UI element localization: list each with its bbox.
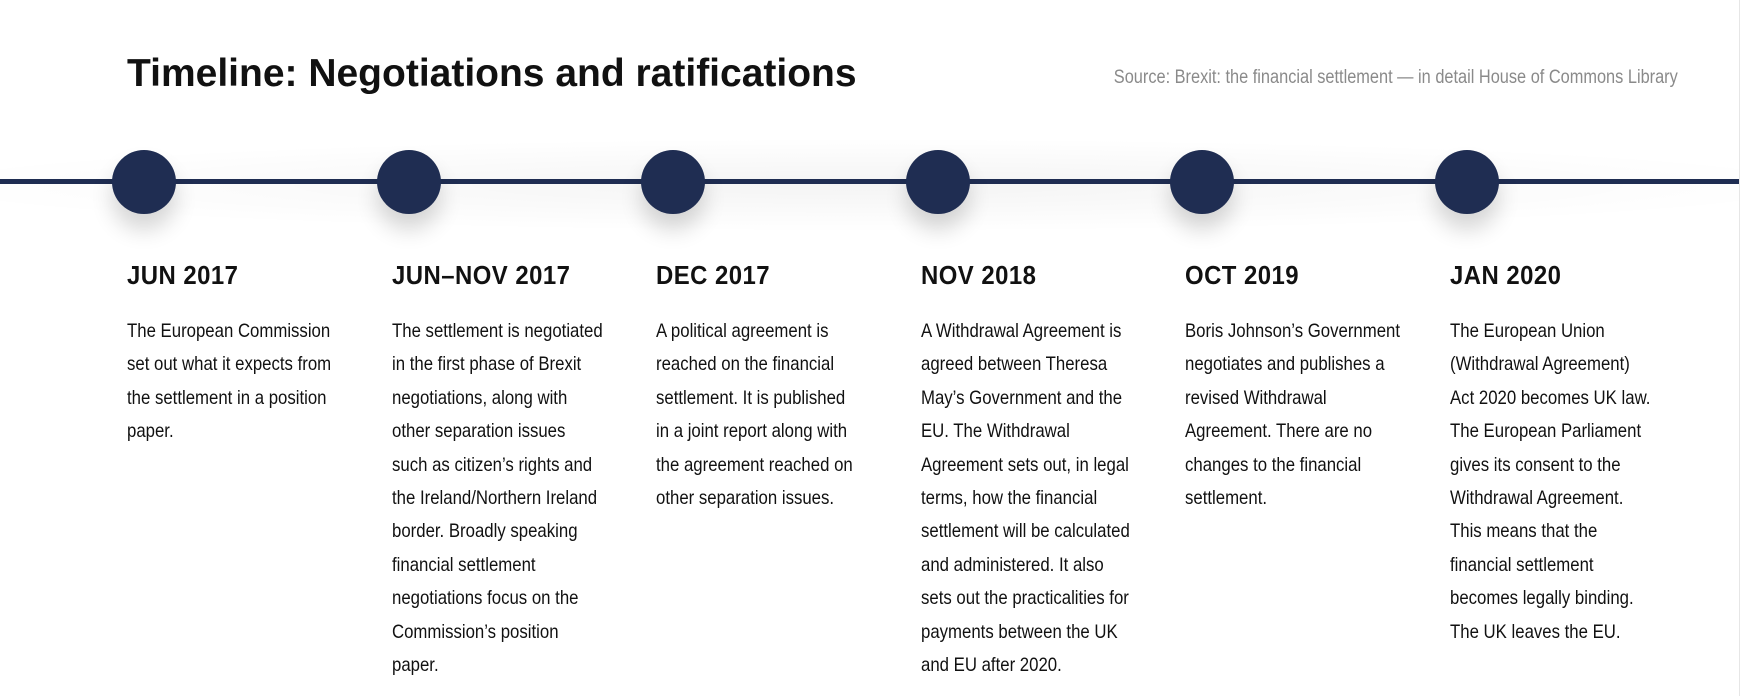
event-description: A political agreement is reached on the financial settlement. It is published in a joint report along with the agreement reached on other separation issues. — [656, 320, 853, 510]
timeline-event-3 — [656, 258, 896, 515]
timeline-node-4 — [906, 150, 970, 214]
event-date: NOV 2018 — [921, 260, 1037, 290]
timeline-event-4 — [921, 258, 1161, 682]
event-date: JAN 2020 — [1450, 260, 1562, 290]
timeline-event-1 — [127, 258, 367, 449]
timeline-event-2 — [392, 258, 632, 682]
event-date: JUN 2017 — [127, 260, 239, 290]
event-description: A Withdrawal Agreement is agreed between Theresa May’s Government and the EU. The Withdrawal Agreement sets out, in legal terms, how the financial settlement will be calculated and administered. It also sets out the practicalities for payments between the UK and EU after 2020. — [921, 320, 1130, 677]
event-description: The settlement is negotiated in the first phase of Brexit negotiations, along with other separation issues such as citizen’s rights and the Ireland/Northern Ireland border. Broadly speaking financial settlement negotiations focus on the Commission’s position paper. — [392, 320, 603, 677]
timeline-event-6 — [1450, 258, 1690, 649]
event-description: Boris Johnson’s Government negotiates and publishes a revised Withdrawal Agreement. There are no changes to the financial settlement. — [1185, 320, 1401, 510]
event-description: The European Commission set out what it expects from the settlement in a position paper. — [127, 320, 332, 443]
page-title: Timeline: Negotiations and ratifications — [127, 52, 857, 95]
timeline-node-3 — [641, 150, 705, 214]
timeline-node-1 — [112, 150, 176, 214]
event-description: The European Union (Withdrawal Agreement) Act 2020 becomes UK law. The European Parliament gives its consent to the Withdrawal Agreement. This means that the financial settlement becomes legally binding. The UK leaves the EU. — [1450, 320, 1651, 643]
source-note: Source: Brexit: the financial settlement — in detail House of Commons Library — [1114, 67, 1678, 88]
timeline-node-6 — [1435, 150, 1499, 214]
event-date: OCT 2019 — [1185, 260, 1300, 290]
timeline-node-5 — [1170, 150, 1234, 214]
timeline-event-5 — [1185, 258, 1425, 515]
event-date: JUN–NOV 2017 — [392, 260, 571, 290]
event-date: DEC 2017 — [656, 260, 771, 290]
timeline-node-2 — [377, 150, 441, 214]
